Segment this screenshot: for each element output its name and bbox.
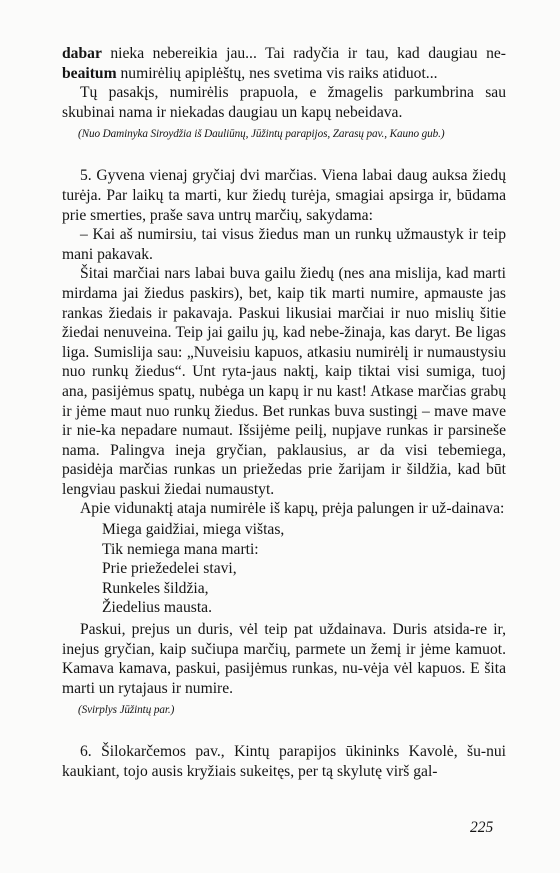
story2-paragraph-2: – Kai aš numirsiu, tai visus žiedus man un runkų užmaustyk ir teip mani pakavak. bbox=[62, 226, 506, 263]
bold-word: beaitum bbox=[62, 64, 117, 82]
bold-word: dabar bbox=[62, 45, 102, 62]
poem-line: Žiedelius mausta. bbox=[102, 599, 212, 617]
story3-paragraph-1: 6. Šilokarčemos pav., Kintų parapijos ūkininks Kavolė, šu-nui kaukiant, tojo ausis kryžiais sukeitęs, per tą skylutę virš gal- bbox=[62, 743, 506, 780]
story2-paragraph-3: Šitai marčiai nars labai buva gailu žiedų (nes ana mislija, kad marti mirdama jai žiedus paskirs), bet, kaip tik marti numire, apmauste jas rankas žiedais ir pakavaja. Paskui likusiai marčiai ir nuo mislių šitie žiedai nenuveina. Teip jai gailu jų, kad nebe-žinaja, kas daryt. Be ligas liga. Sumislija sau: „Nuveisiu kapuos, atkasiu numirėlį ir numaustysiu nuo runkų žiedus“. Unt ryta-jaus naktį, kaip tiktai visi sumiga, tuoj ana, pasijėmus spatų, nubėga un kapų ir nu kast! Atkase marčias grabų ir jėme maut nuo runkų žiedus. Bet runkas buva sustingį – mave mave ir nie-ka nepadare numaut. Išsijėme peilį, nupjave runkas ir parsineše nama. Palingva ineja gryčian, paklausius, ar da visi tebemiega, pasidėja marčias runkas un priežedas prie žarijam ir šildžia, kad būt lengviau paskui žiedai numaustyt. bbox=[62, 265, 506, 498]
page-number: 225 bbox=[470, 819, 494, 836]
story1-source-note: (Nuo Daminyka Siroydžia iš Dauliūnų, Jūžintų parapijos, Zarasų pav., Kauno gub.) bbox=[78, 128, 445, 141]
story2-paragraph-4: Apie vidunaktį ataja numirėle iš kapų, prėja palungen ir už-dainava: bbox=[80, 500, 505, 518]
page-body bbox=[62, 44, 506, 782]
poem-line: Miega gaidžiai, miega vištas, bbox=[102, 521, 285, 539]
story2-source-note: (Svirplys Jūžintų par.) bbox=[78, 704, 175, 717]
story1-paragraph: Tų pasakįs, numirėlis prapuola, e žmagelis parkumbrina sau skubinai nama ir niekadas daugiau un kapų nebeidava. bbox=[62, 84, 506, 121]
section-gap bbox=[62, 142, 506, 166]
story2-paragraph-5: Paskui, prejus un duris, vėl teip pat uždainava. Duris atsida-re ir, inejus gryčian, kaip sučiupa marčių, parmete un žemį ir jėme kamuot. Kamava kamava, paskui, pasijėmus runkas, nu-vėja vėl kapuos. E šita marti un rytajaus ir numire. bbox=[62, 621, 506, 697]
story1-continuation bbox=[62, 44, 506, 83]
poem-line: Prie priežedelei stavi, bbox=[102, 560, 237, 578]
text-run: nieka nebereikia jau... Tai radyčia ir tau, kad daugiau ne- bbox=[101, 45, 506, 62]
poem-line: Tik nemiega mana marti: bbox=[102, 540, 259, 558]
text-run: numirėlių apiplėštų, nes svetima vis raiks atiduot... bbox=[116, 64, 438, 82]
poem-line: Runkeles šildžia, bbox=[102, 579, 209, 597]
poem bbox=[102, 520, 506, 618]
story2-paragraph-1: 5. Gyvena vienaj gryčiaj dvi marčias. Viena labai daug auksa žiedų turėja. Par laikų ta marti, kur žiedų turėja, smagiai apsirga ir, būdama prie smerties, praše sava untrų marčių, sakydama: bbox=[62, 167, 506, 224]
section-gap bbox=[62, 718, 506, 742]
